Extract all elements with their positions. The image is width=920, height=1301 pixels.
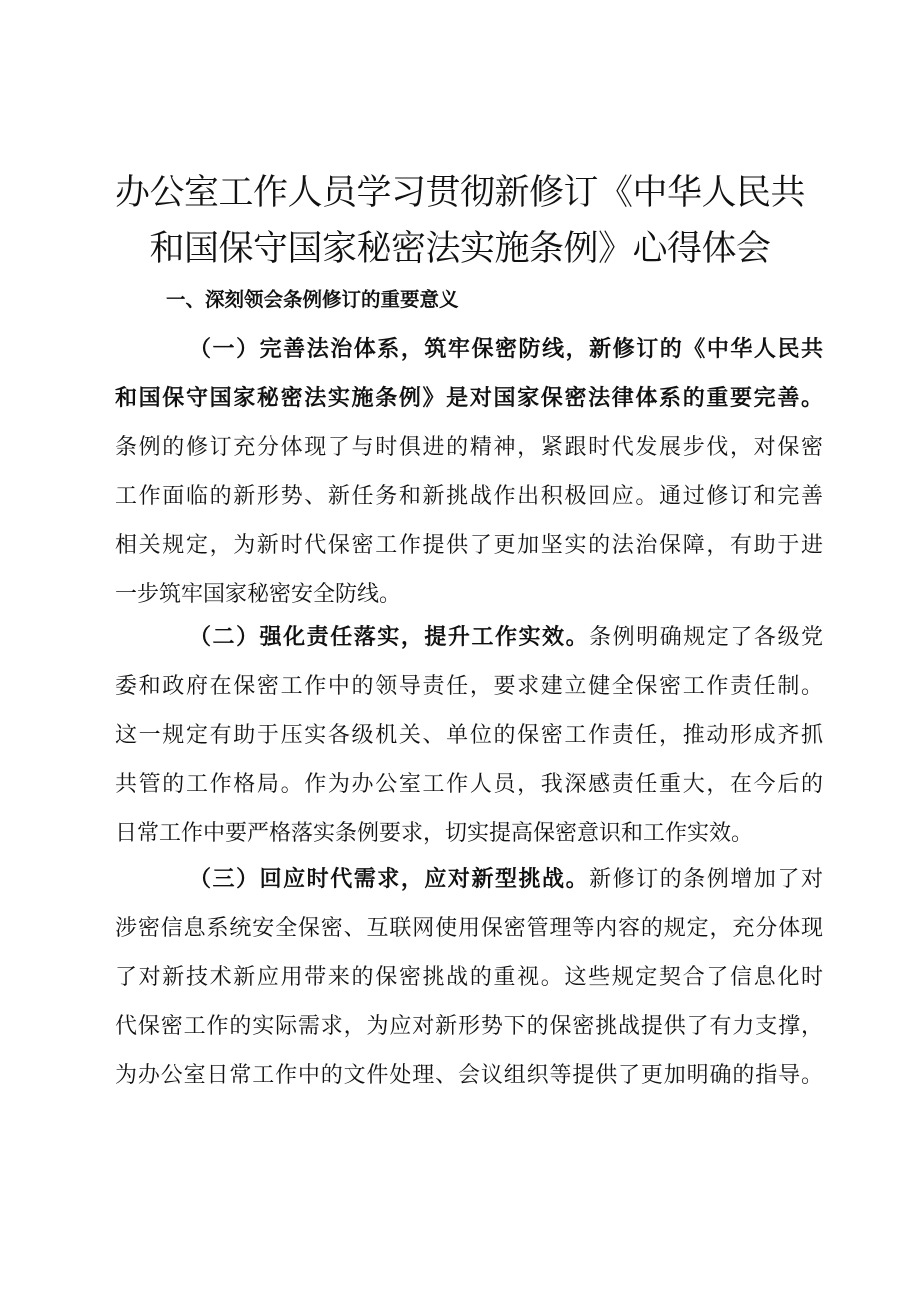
paragraph-text: 涉密信息系统安全保密、互联网使用保密管理等内容的规定，充分体现 bbox=[115, 916, 823, 941]
paragraph-line bbox=[115, 613, 823, 662]
paragraph-text: 这一规定有助于压实各级机关、单位的保密工作责任，推动形成齐抓 bbox=[115, 723, 823, 748]
paragraph-3 bbox=[115, 855, 823, 1100]
paragraph-line bbox=[115, 953, 823, 1002]
paragraph-text: 工作面临的新形势、新任务和新挑战作出积极回应。通过修订和完善 bbox=[115, 484, 823, 509]
paragraph-line bbox=[115, 325, 823, 374]
paragraph-1 bbox=[115, 325, 823, 619]
paragraph-line bbox=[115, 711, 823, 760]
paragraph-line bbox=[115, 374, 823, 423]
paragraph-line bbox=[115, 1002, 823, 1051]
paragraph-line bbox=[115, 1051, 823, 1100]
title-line: 和国保守国家秘密法实施条例》心得体会 bbox=[149, 229, 771, 269]
paragraph-text: 一步筑牢国家秘密安全防线。 bbox=[115, 582, 402, 607]
paragraph-line bbox=[115, 570, 823, 619]
paragraph-lead: （一）完善法治体系，筑牢保密防线，新修订的《中华人民共 bbox=[189, 336, 823, 362]
paragraph-text: 条例的修订充分体现了与时俱进的精神，紧跟时代发展步伐，对保密 bbox=[115, 435, 823, 460]
paragraph-lead: （二）强化责任落实，提升工作实效。 bbox=[189, 624, 590, 650]
paragraph-text: 委和政府在保密工作中的领导责任，要求建立健全保密工作责任制。 bbox=[115, 674, 823, 699]
title-line: 办公室工作人员学习贯彻新修订《中华人民共 bbox=[114, 173, 805, 213]
paragraph-line bbox=[115, 662, 823, 711]
paragraph-line bbox=[115, 760, 823, 809]
paragraph-line bbox=[115, 809, 823, 858]
paragraph-line bbox=[115, 472, 823, 521]
paragraph-line bbox=[115, 521, 823, 570]
section-heading: 一、深刻领会条例修订的重要意义 bbox=[166, 288, 459, 311]
paragraph-text: 代保密工作的实际需求，为应对新形势下的保密挑战提供了有力支撑， bbox=[115, 1014, 823, 1039]
paragraph-lead: 和国保守国家秘密法实施条例》是对国家保密法律体系的重要完善。 bbox=[115, 385, 823, 411]
paragraph-text: 相关规定，为新时代保密工作提供了更加坚实的法治保障，有助于进 bbox=[115, 533, 823, 558]
paragraph-text: 了对新技术新应用带来的保密挑战的重视。这些规定契合了信息化时 bbox=[115, 965, 823, 990]
paragraph-2 bbox=[115, 613, 823, 858]
paragraph-line bbox=[115, 904, 823, 953]
paragraph-text: 条例明确规定了各级党 bbox=[589, 625, 823, 650]
paragraph-lead: （三）回应时代需求，应对新型挑战。 bbox=[189, 866, 590, 892]
paragraph-text: 为办公室日常工作中的文件处理、会议组织等提供了更加明确的指导。 bbox=[115, 1063, 823, 1088]
document-title-continued bbox=[100, 221, 820, 277]
paragraph-line bbox=[115, 855, 823, 904]
paragraph-text: 新修订的条例增加了对 bbox=[589, 867, 823, 892]
paragraph-text: 日常工作中要严格落实条例要求，切实提高保密意识和工作实效。 bbox=[115, 821, 754, 846]
paragraph-line bbox=[115, 423, 823, 472]
paragraph-text: 共管的工作格局。作为办公室工作人员，我深感责任重大，在今后的 bbox=[115, 772, 823, 797]
document-title bbox=[100, 165, 820, 221]
